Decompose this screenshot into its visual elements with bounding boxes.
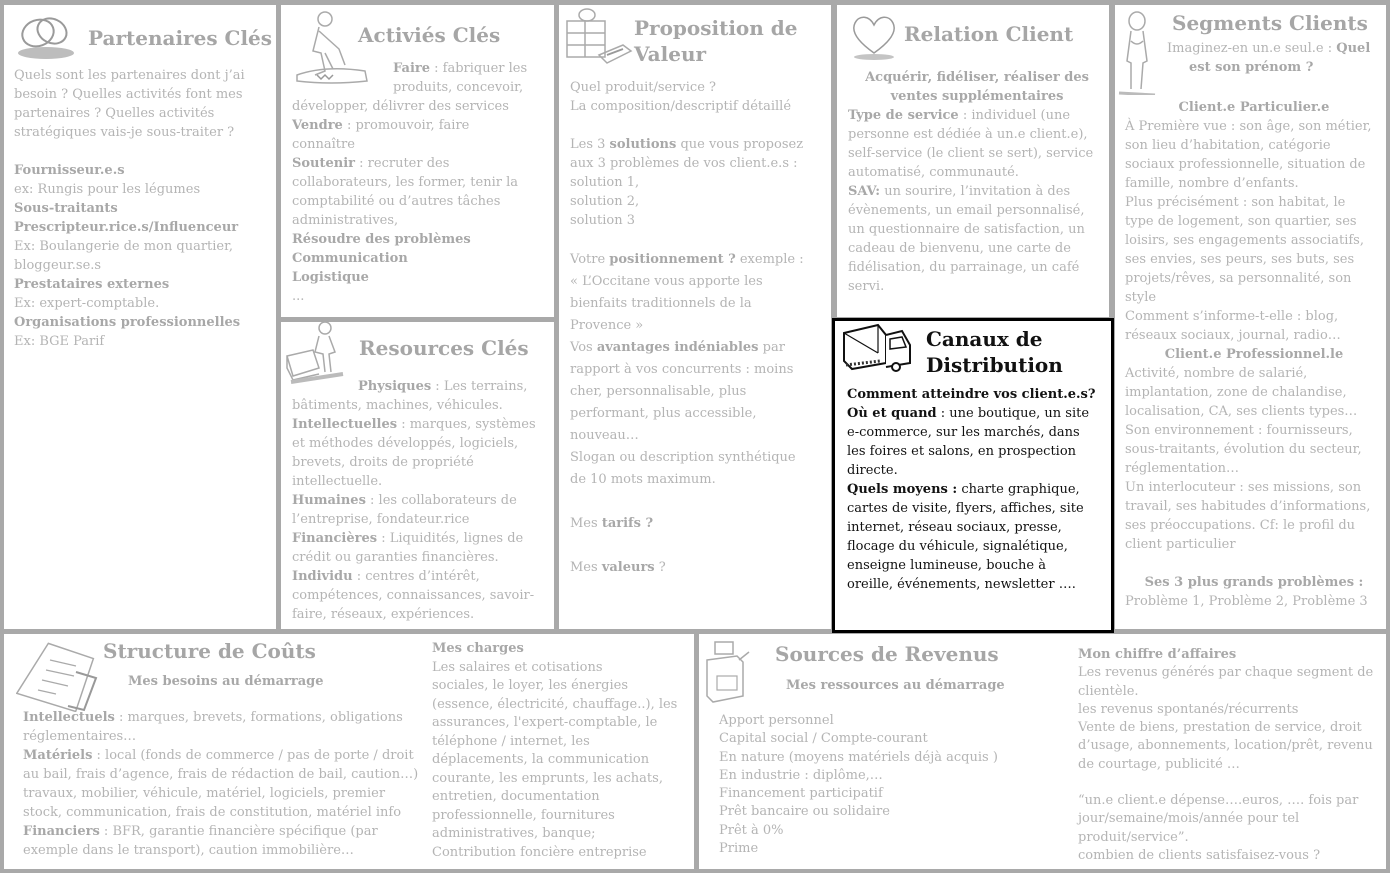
- revenus-subtitle: Mes ressources au démarrage: [786, 678, 1005, 693]
- relation-subtitle: Acquérir, fidéliser, réaliser des: [865, 70, 1089, 85]
- faire-label: Faire: [393, 61, 431, 76]
- sav-label: SAV:: [848, 184, 881, 199]
- financiers-label: Financiers: [23, 824, 100, 839]
- particulier-title: Client.e Particulier.e: [1178, 100, 1330, 115]
- panel-ressources-cles: Resources Clés Physiques : Les terrains, bâtiments, machines, véhicules. Intellectuelles : marques, systèmes et méthodes développés, logiciels, brevets, droits de propriété intellectuelle. Humaines : les collaborateurs de l’entreprise, fondateur.rice Financières : Liquidités, lignes de crédit ou garanties financières. Individu : centres d’intérêt, compétences, connaissances, savoir- faire, réseaux, expériences.: [281, 322, 554, 629]
- revenue-item: En industrie : diplôme,…: [719, 767, 883, 783]
- panel-title: Sources de Revenus: [775, 642, 999, 666]
- revenue-item: Prêt bancaire ou solidaire: [719, 804, 890, 820]
- intro-line: besoin ? Quelles activités font mes: [14, 87, 243, 102]
- intellectuelles-label: Intellectuelles: [292, 417, 398, 432]
- activity-label: Communication: [292, 251, 408, 266]
- panel-title: Segments Clients: [1172, 11, 1368, 35]
- intro-line: partenaires ? Quelles activités: [14, 106, 215, 121]
- panel-sources-revenus: Sources de Revenus Mes ressources au démarrage Apport personnel Capital social / Compte-courant En nature (moyens matériels déjà acquis ) En industrie : diplôme,… Financement participatif Prêt bancaire ou solidaire Prêt à 0% Prime Mon chiffre d’affaires Les revenus générés par chaque segment de clientèle. les revenus spontanés/récurrents Vente de biens, prestation de service, droit d’usage, abonnements, location/prêt, revenu de courtage, publicité … “un.e client.e dépense….euros, …. fois par jour/semaine/mois/année pour tel produit/service”. combien de clients satisfaisez-vous ?: [699, 634, 1386, 869]
- item-label: Organisations professionnelles: [14, 315, 241, 330]
- panel-title: Proposition de Valeur: [634, 16, 798, 66]
- item-label: Sous-traitants: [14, 201, 118, 216]
- charges-title: Mes charges: [432, 641, 524, 656]
- intro-line: stratégiques vais-je sous-traiter ?: [14, 125, 235, 140]
- item-text: ex: Rungis pour les légumes: [14, 182, 201, 197]
- solution-item: solution 3: [570, 213, 636, 228]
- panel-activites-cles: Activiés Clés Faire : fabriquer les produits, concevoir, développer, délivrer des services Vendre : promouvoir, faire connaître Soutenir : recruter des collaborateurs, les former, tenir la comptabilité ou d’autres tâches administratives, Résoudre des problèmes Communication Logistique ...: [281, 5, 554, 317]
- financieres-label: Financières: [292, 531, 378, 546]
- panel-structure-couts: Structure de Coûts Mes besoins au démarrage Intellectuels : marques, brevets, formations, obligations réglementaires… Matériels : local (fonds de commerce / pas de porte / droit au bail, frais d’agence, frais de rédaction de bail, caution…) travaux, mobilier, véhicule, matériel, logiciels, premier stock, communication, frais de constitution, matériel info Financiers : BFR, garantie financière spécifique (par exemple dans le transport), caution immobilière… Mes charges Les salaires et cotisations sociales, le loyer, les énergies (essence, électricité, chauffage..), les assurances, l'expert-comptable, le téléphone / internet, les déplacements, la communication courante, les emprunts, les achats, entretien, documentation professionnelle, fournitures administratives, banque; Contribution foncière entreprise: [4, 634, 694, 869]
- cash-register-icon: [703, 640, 753, 710]
- panel-proposition-valeur: Proposition de Valeur Quel produit/service ? La composition/descriptif détaillé Les 3 solutions que vous proposez aux 3 problèmes de vos client.e.s : solution 1, solution 2, solution 3 Votre positionnement ? exemple : « L’Occitane vous apporte les bienfaits traditionnels de la Provence » Vos avantages indéniables par rapport à vos concurrents : moins cher, personnalisable, plus performant, plus accessible, nouveau… Slogan ou description synthétique de 10 mots maximum. Mes tarifs ? Mes valeurs ?: [559, 5, 831, 629]
- gift-icon: [563, 7, 633, 71]
- panel-title: Relation Client: [904, 22, 1074, 46]
- item-label: Prescripteur.rice.s/Influenceur: [14, 220, 239, 235]
- problemes-title: Ses 3 plus grands problèmes :: [1144, 575, 1364, 590]
- panel-segments-clients: Segments Clients Imaginez-en un.e seul.e : Quel est son prénom ? Client.e Particulier.e À Première vue : son âge, son métier, son lieu d’habitation, catégorie sociaux professionnelle, situation de famille, nombre d’enfants. Plus précisément : son habitat, le type de logement, son quartier, ses loisirs, ses engagements associatifs, ses envies, ses peurs, ses buts, ses projets/rêves, sa personnalité, son style Comment s’informe-t-elle : blog, réseaux sociaux, journal, radio… Client.e Professionnel.le Activité, nombre de salarié, implantation, zone de chalandise, localisation, CA, ses clients types… Son environnement : fournisseurs, sous-traitants, évolution du secteur, réglementation… Un interlocuteur : ses missions, son travail, ses habitudes d’informations, ses préoccupations. Cf: le profil du client particulier Ses 3 plus grands problèmes : Problème 1, Problème 2, Problème 3: [1115, 5, 1386, 629]
- heart-icon: [849, 11, 899, 67]
- panel-title: Resources Clés: [359, 336, 529, 360]
- relation-subtitle: ventes supplémentaires: [890, 89, 1064, 104]
- panel-title: Canaux de Distribution: [926, 327, 1063, 377]
- activity-label: Résoudre des problèmes: [292, 232, 471, 247]
- item-text: Ex: Boulangerie de mon quartier,: [14, 239, 234, 254]
- couts-subtitle: Mes besoins au démarrage: [128, 674, 324, 689]
- truck-icon: [840, 323, 912, 381]
- item-label: Prestataires externes: [14, 277, 170, 292]
- ou-quand-label: Où et quand: [847, 406, 937, 421]
- intellectuels-label: Intellectuels: [23, 710, 115, 725]
- panel-relation-client: Relation Client Acquérir, fidéliser, réaliser des ventes supplémentaires Type de service : individuel (une personne est dédiée à un.e client.e), self-service (le client se sert), service automatisé, communauté. SAV: un sourire, l’invitation à des évènements, un email personnalisé, un questionnaire de satisfaction, un cadeau de bienvenu, une carte de fidélisation, du parrainage, un café servi.: [837, 5, 1109, 317]
- ca-title: Mon chiffre d’affaires: [1078, 647, 1237, 662]
- materiels-label: Matériels: [23, 748, 93, 763]
- moyens-label: Quels moyens :: [847, 482, 958, 497]
- revenue-item: Financement participatif: [719, 786, 883, 802]
- panel-canaux-distribution[interactable]: Canaux de Distribution Comment atteindre vos client.e.s? Où et quand : une boutique, un site e-commerce, sur les marchés, dans les foires et salons, en prospection directe. Quels moyens : charte graphique, cartes de visite, flyers, affiches, site internet, réseau sociaux, presse, flocage du véhicule, signalétique, enseigne lumineuse, bouche à oreille, événements, newsletter ….: [832, 318, 1114, 633]
- solution-item: solution 2,: [570, 194, 640, 209]
- item-text: Ex: expert-comptable.: [14, 296, 160, 311]
- item-text: Ex: BGE Parif: [14, 334, 105, 349]
- intro-line: Quels sont les partenaires dont j’ai: [14, 68, 245, 83]
- panel-partenaires-cles: [4, 5, 276, 629]
- physiques-label: Physiques: [358, 379, 432, 394]
- vendre-label: Vendre: [292, 118, 343, 133]
- panel-title: Structure de Coûts: [103, 639, 316, 663]
- professionnel-title: Client.e Professionnel.le: [1164, 347, 1344, 362]
- revenue-item: Prêt à 0%: [719, 822, 784, 838]
- type-service-label: Type de service: [848, 108, 959, 123]
- soutenir-label: Soutenir: [292, 156, 356, 171]
- revenue-item: En nature (moyens matériels déjà acquis ): [719, 749, 998, 765]
- solution-item: solution 1,: [570, 175, 640, 190]
- item-text: bloggeur.se.s: [14, 258, 102, 273]
- revenue-item: Apport personnel: [719, 713, 834, 728]
- activity-label: Logistique: [292, 270, 369, 285]
- revenue-item: Capital social / Compte-courant: [719, 731, 928, 747]
- panel-title: Partenaires Clés: [88, 26, 273, 50]
- item-label: Fournisseur.e.s: [14, 163, 125, 178]
- individu-label: Individu: [292, 569, 353, 584]
- panel-title: Activiés Clés: [358, 23, 501, 47]
- rings-icon: [12, 11, 78, 67]
- revenue-item: Prime: [719, 841, 759, 857]
- humaines-label: Humaines: [292, 493, 366, 508]
- document-pages-icon: [16, 642, 98, 718]
- canaux-question: Comment atteindre vos client.e.s?: [847, 387, 1096, 402]
